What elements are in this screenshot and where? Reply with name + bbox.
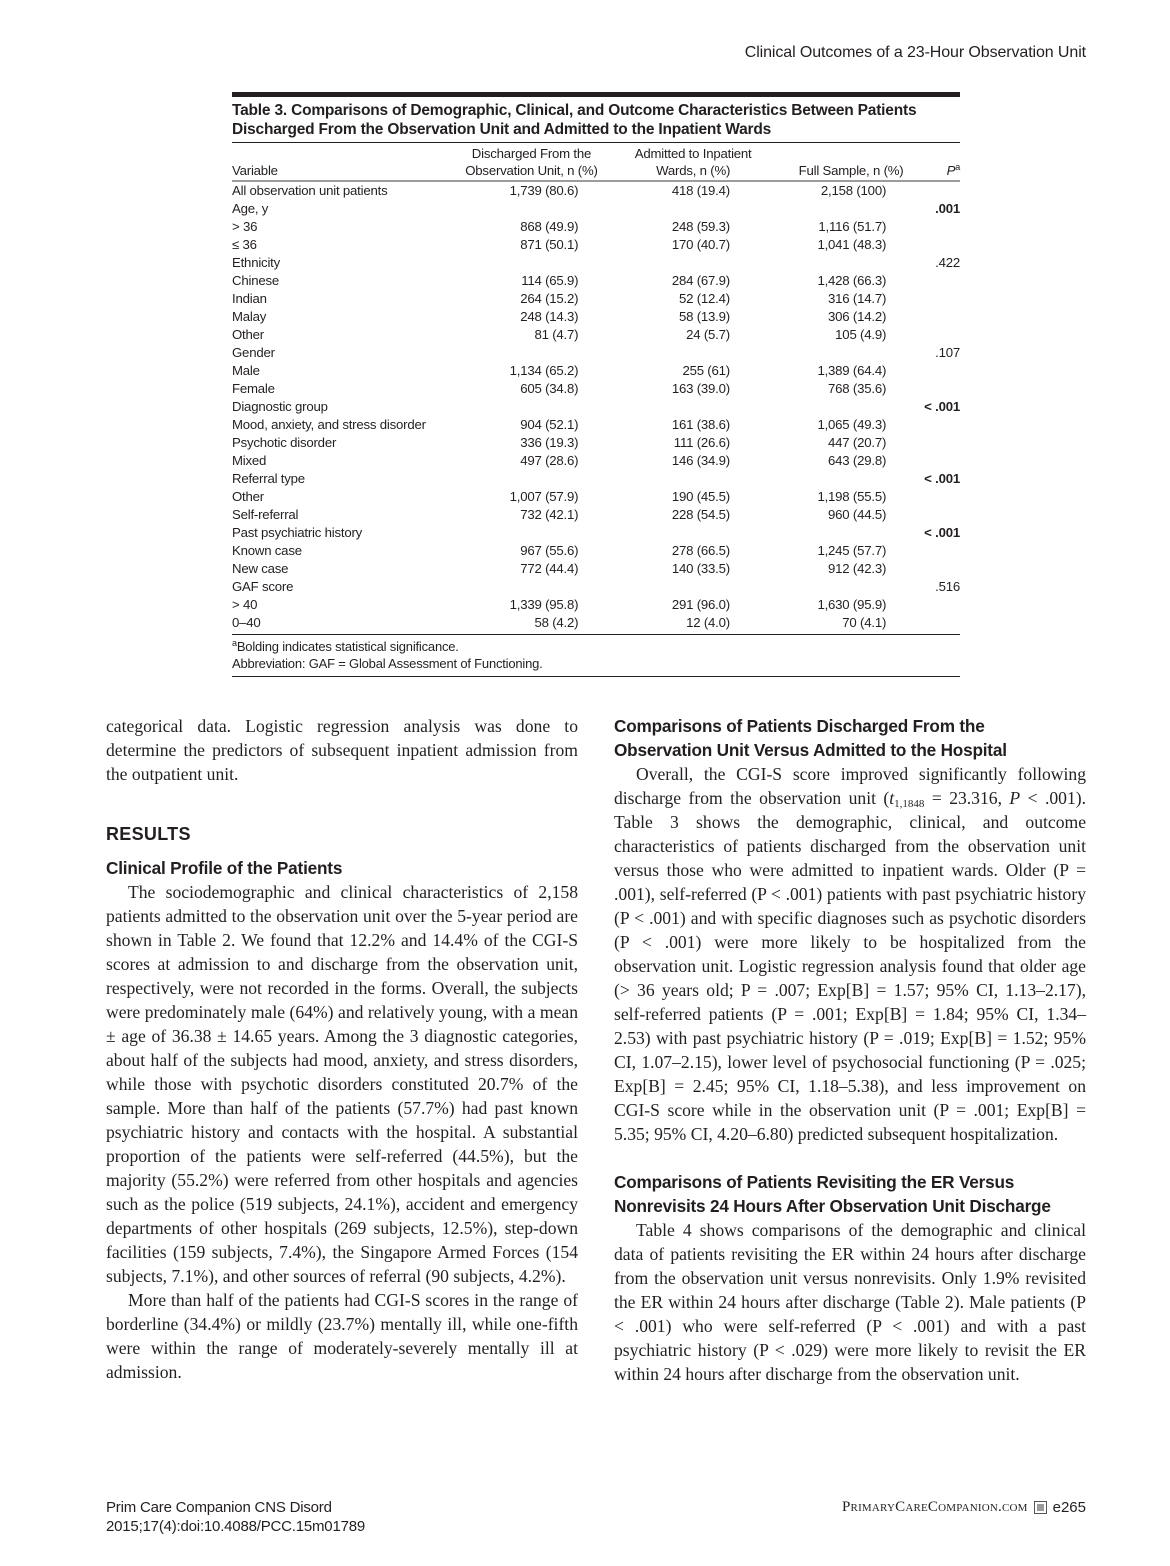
cell-admitted: 284 (67.9) (671, 273, 730, 288)
cell-variable: > 40 (232, 597, 258, 612)
cell-variable: Mixed (232, 453, 267, 468)
cell-admitted (608, 578, 778, 596)
subheading-discharged-vs-admitted: Comparisons of Patients Discharged From the Observation Unit Versus Admitted to the Hospital (614, 716, 1007, 760)
cell-admitted: 418 (19.4) (671, 183, 730, 198)
cell-full-sample: 447 (20.7) (828, 435, 887, 450)
cell-variable: Other (232, 327, 264, 342)
square-bullet-icon (1034, 1501, 1047, 1514)
cell-full-sample: 1,198 (55.5) (817, 489, 887, 504)
cell-variable: ≤ 36 (232, 237, 257, 252)
table-row (232, 362, 960, 380)
cell-discharged (455, 578, 609, 596)
cell-p-value (924, 434, 960, 452)
cell-discharged (455, 398, 609, 416)
cell-p-value: .516 (935, 579, 960, 594)
cell-variable: Indian (232, 291, 267, 306)
cell-p-value (924, 542, 960, 560)
cell-full-sample: 306 (14.2) (828, 309, 887, 324)
cell-full-sample: 960 (44.5) (828, 507, 887, 522)
table-row (232, 308, 960, 326)
cell-full-sample: 70 (4.1) (842, 615, 887, 630)
paragraph-er-revisits: Table 4 shows comparisons of the demographic and clinical data of patients revisiting the ER within 24 hours after discharge from the observation unit versus nonrevisits. Only 1.9% revisited the ER within 24 hours after discharge (Table 2). Male patients (P < .001) who were self-referred (P < .001) and with a past psychiatric history (P < .029) were more likely to revisit the ER within 24 hours after discharge from the observation unit. (614, 1220, 1086, 1384)
footer-citation (106, 1498, 365, 1536)
cell-p-value (924, 308, 960, 326)
cell-variable: Known case (232, 543, 302, 558)
doi-citation: 2015;17(4):doi:10.4088/PCC.15m01789 (106, 1518, 366, 1535)
table-row (232, 380, 960, 398)
cell-p-value: < .001 (924, 399, 960, 414)
cell-p-value (924, 506, 960, 524)
cell-variable: GAF score (232, 579, 294, 594)
table-title: Table 3. Comparisons of Demographic, Clinical, and Outcome Characteristics Between Patients Discharged From the Observation Unit and Admitted to the Inpatient Wards (232, 101, 960, 143)
paragraph-clinical-profile: The sociodemographic and clinical characteristics of 2,158 patients admitted to the observation unit over the 5-year period are shown in Table 2. We found that 12.2% and 14.4% of the CGI-S scores at admission to and discharge from the observation unit, respectively, were not recorded in the forms. Overall, the subjects were predominately male (64%) and relatively young, with a mean ± age of 36.38 ± 14.65 years. Among the 3 diagnostic categories, about half of the subjects had mood, anxiety, and stress disorders, while those with psychotic disorders constituted 20.7% of the sample. More than half of the patients (57.7%) had past known psychiatric history and contacts with the hospital. A substantial proportion of the patients were self-referred (44.5%), but the majority (55.2%) were referred from other hospitals and agencies such as the police (519 subjects, 24.1%), accident and emergency departments of other hospitals (269 subjects, 12.5%), step-down facilities (159 subjects, 7.4%), the Singapore Armed Forces (154 subjects, 7.1%), and other sources of referral (90 subjects, 4.2%). (106, 882, 578, 1286)
cell-discharged: 967 (55.6) (520, 543, 579, 558)
cell-discharged: 58 (4.2) (534, 615, 579, 630)
cell-variable: Chinese (232, 273, 279, 288)
cell-discharged: 497 (28.6) (520, 453, 579, 468)
cell-p-value: < .001 (924, 525, 960, 540)
cell-discharged: 1,339 (95.8) (509, 597, 579, 612)
cell-p-value (924, 452, 960, 470)
cell-admitted (608, 470, 778, 488)
header-variable: Variable (232, 143, 455, 181)
cell-discharged: 1,739 (80.6) (509, 183, 579, 198)
cell-full-sample (778, 344, 924, 362)
cell-admitted: 52 (12.4) (678, 291, 730, 306)
cell-p-value: .422 (935, 255, 960, 270)
header-p-value: $P^a$ (924, 143, 960, 181)
cell-admitted (608, 344, 778, 362)
journal-name: Prim Care Companion CNS Disord (106, 1499, 332, 1516)
section-heading-results: RESULTS (106, 824, 191, 844)
cell-admitted: 190 (45.5) (671, 489, 730, 504)
cell-admitted (608, 524, 778, 542)
running-head: Clinical Outcomes of a 23-Hour Observation Unit (744, 44, 1086, 61)
cell-full-sample (778, 254, 924, 272)
cell-full-sample (778, 398, 924, 416)
cell-variable: Age, y (232, 201, 269, 216)
cell-variable: Mood, anxiety, and stress disorder (232, 417, 426, 432)
cell-full-sample: 2,158 (100) (820, 183, 887, 198)
cell-full-sample (778, 524, 924, 542)
cell-variable: All observation unit patients (232, 183, 388, 198)
table-header-row (232, 143, 960, 181)
footnote-bolding: $^a$Bolding indicates statistical significance. (232, 638, 459, 654)
table-row (232, 290, 960, 308)
cell-p-value (924, 560, 960, 578)
cell-p-value (924, 596, 960, 614)
cell-variable: Self-referral (232, 507, 299, 522)
cell-p-value: .107 (935, 345, 960, 360)
cell-admitted: 12 (4.0) (686, 615, 730, 630)
cell-admitted: 170 (40.7) (671, 237, 730, 252)
table-top-rule (232, 92, 960, 97)
table-row (232, 560, 960, 578)
cell-admitted (608, 200, 778, 218)
footnote-abbreviation: Abbreviation: GAF = Global Assessment of Functioning. (232, 656, 543, 671)
cell-full-sample: 1,065 (49.3) (817, 417, 887, 432)
table-group-row (232, 524, 960, 542)
cell-variable: Gender (232, 345, 275, 360)
cell-p-value (924, 614, 960, 632)
table-group-row (232, 344, 960, 362)
cell-full-sample: 316 (14.7) (828, 291, 887, 306)
page-number: e265 (1052, 1499, 1086, 1516)
header-admitted: Admitted to Inpatient Wards, n (%) (608, 143, 778, 181)
cell-discharged: 1,007 (57.9) (509, 489, 579, 504)
cell-admitted: 278 (66.5) (671, 543, 730, 558)
table-row (232, 452, 960, 470)
table-group-row (232, 398, 960, 416)
cell-full-sample: 105 (4.9) (835, 327, 887, 342)
cell-p-value (924, 326, 960, 344)
table-row (232, 488, 960, 506)
table-row (232, 434, 960, 452)
cell-variable: Female (232, 381, 275, 396)
header-discharged: Discharged From the Observation Unit, n (%) (455, 143, 609, 181)
cell-admitted: 163 (39.0) (671, 381, 730, 396)
cell-discharged: 81 (4.7) (534, 327, 579, 342)
cell-discharged: 1,134 (65.2) (509, 363, 579, 378)
table-group-row (232, 470, 960, 488)
cell-full-sample: 1,245 (57.7) (817, 543, 887, 558)
cell-p-value (924, 380, 960, 398)
cell-admitted: 146 (34.9) (671, 453, 730, 468)
cell-p-value: < .001 (924, 471, 960, 486)
cell-variable: Malay (232, 309, 267, 324)
cell-p-value: .001 (935, 201, 960, 216)
table-row (232, 218, 960, 236)
cell-discharged (455, 470, 609, 488)
subheading-er-revisits: Comparisons of Patients Revisiting the ER Versus Nonrevisits 24 Hours After Observation Unit Discharge (614, 1172, 1051, 1216)
cell-variable: Psychotic disorder (232, 435, 337, 450)
table-group-row (232, 254, 960, 272)
header-full-sample: Full Sample, n (%) (778, 143, 924, 181)
cell-p-value (924, 416, 960, 434)
cell-discharged: 114 (65.9) (521, 273, 579, 288)
cell-discharged: 772 (44.4) (520, 561, 579, 576)
cell-variable: Referral type (232, 471, 305, 486)
cell-admitted: 228 (54.5) (671, 507, 730, 522)
intro-paragraph: categorical data. Logistic regression analysis was done to determine the predictors of subsequent inpatient admission from the outpatient unit. (106, 716, 578, 784)
cell-full-sample: 912 (42.3) (828, 561, 887, 576)
cell-discharged: 868 (49.9) (520, 219, 579, 234)
table-group-row (232, 578, 960, 596)
right-column (614, 714, 1086, 1386)
cell-discharged: 732 (42.1) (520, 507, 579, 522)
cell-full-sample: 1,389 (64.4) (817, 363, 887, 378)
cell-variable: 0–40 (232, 615, 261, 630)
cell-p-value (924, 290, 960, 308)
cell-full-sample: 768 (35.6) (828, 381, 887, 396)
cell-admitted: 24 (5.7) (686, 327, 730, 342)
cell-full-sample: 643 (29.8) (828, 453, 887, 468)
cell-discharged (455, 344, 609, 362)
footer-page-info (842, 1498, 1086, 1517)
paragraph-discharged-vs-admitted: Overall, the CGI-S score improved significantly following discharge from the observation unit ($t_{1,1848} = 23.316$, P < .001). Table 3 shows the demographic, clinical, and outcome characteristics of patients discharged from the observation unit versus those who were admitted to inpatient wards. Older (P = .001), self-referred (P < .001) patients with past psychiatric history (P < .001) and with specific diagnoses such as psychotic disorders (P < .001) were more likely to be hospitalized from the observation unit. Logistic regression analysis found that older age (> 36 years old; P = .007; Exp[B] = 1.57; 95% CI, 1.13–2.17), self-referred patients (P = .001; Exp[B] = 1.84; 95% CI, 1.34–2.53) with past psychiatric history (P = .019; Exp[B] = 1.52; 95% CI, 1.07–2.15), lower level of psychosocial functioning (P = .025; Exp[B] = 2.45; 95% CI, 1.18–5.38), and less improvement on CGI-S score while in the observation unit (P = .001; Exp[B] = 5.35; 95% CI, 4.20–6.80) predicted subsequent hospitalization. (614, 764, 1087, 1144)
table-body (232, 181, 960, 632)
cell-p-value (924, 181, 960, 200)
cell-admitted: 291 (96.0) (671, 597, 730, 612)
cell-variable: Ethnicity (232, 255, 281, 270)
cell-admitted: 58 (13.9) (678, 309, 730, 324)
table-row (232, 326, 960, 344)
cell-full-sample: 1,428 (66.3) (817, 273, 887, 288)
cell-discharged: 264 (15.2) (520, 291, 579, 306)
website-link[interactable]: PrimaryCareCompanion.com (841, 1499, 1028, 1515)
cell-variable: Past psychiatric history (232, 525, 363, 540)
cell-admitted: 255 (61) (682, 363, 730, 378)
left-column (106, 714, 578, 1384)
cell-variable: Diagnostic group (232, 399, 328, 414)
cell-admitted: 111 (26.6) (673, 435, 730, 450)
cell-admitted (608, 398, 778, 416)
cell-admitted (608, 254, 778, 272)
table-row (232, 596, 960, 614)
table-row (232, 614, 960, 632)
data-table (232, 143, 960, 632)
cell-variable: Male (232, 363, 260, 378)
table-footnotes (232, 634, 960, 677)
cell-p-value (924, 218, 960, 236)
cell-full-sample: 1,116 (51.7) (818, 219, 887, 234)
cell-discharged (455, 254, 609, 272)
cell-variable: Other (232, 489, 264, 504)
cell-admitted: 248 (59.3) (671, 219, 730, 234)
table-row (232, 272, 960, 290)
cell-discharged: 904 (52.1) (520, 417, 579, 432)
cell-full-sample (778, 200, 924, 218)
cell-p-value (924, 236, 960, 254)
cell-full-sample: 1,041 (48.3) (817, 237, 887, 252)
table-row (232, 416, 960, 434)
table-group-row (232, 200, 960, 218)
table-row (232, 236, 960, 254)
cell-p-value (924, 362, 960, 380)
cell-full-sample (778, 470, 924, 488)
cell-p-value (924, 488, 960, 506)
cell-discharged: 605 (34.8) (520, 381, 579, 396)
subheading-clinical-profile: Clinical Profile of the Patients (106, 858, 343, 878)
cell-variable: New case (232, 561, 289, 576)
cell-admitted: 140 (33.5) (671, 561, 730, 576)
paragraph-cgi-s-scores: More than half of the patients had CGI-S scores in the range of borderline (34.4%) or mildly (23.7%) mentally ill, while one-fifth were within the range of moderately-severely mentally ill at admission. (106, 1290, 578, 1382)
cell-admitted: 161 (38.6) (671, 417, 730, 432)
cell-discharged: 248 (14.3) (520, 309, 579, 324)
cell-discharged (455, 200, 609, 218)
cell-p-value (924, 272, 960, 290)
cell-discharged (455, 524, 609, 542)
table-group-row (232, 181, 960, 200)
cell-discharged: 336 (19.3) (520, 435, 579, 450)
table-row (232, 506, 960, 524)
cell-full-sample (778, 578, 924, 596)
cell-variable: > 36 (232, 219, 258, 234)
table-3 (232, 92, 960, 677)
cell-discharged: 871 (50.1) (520, 237, 579, 252)
cell-full-sample: 1,630 (95.9) (817, 597, 887, 612)
table-row (232, 542, 960, 560)
